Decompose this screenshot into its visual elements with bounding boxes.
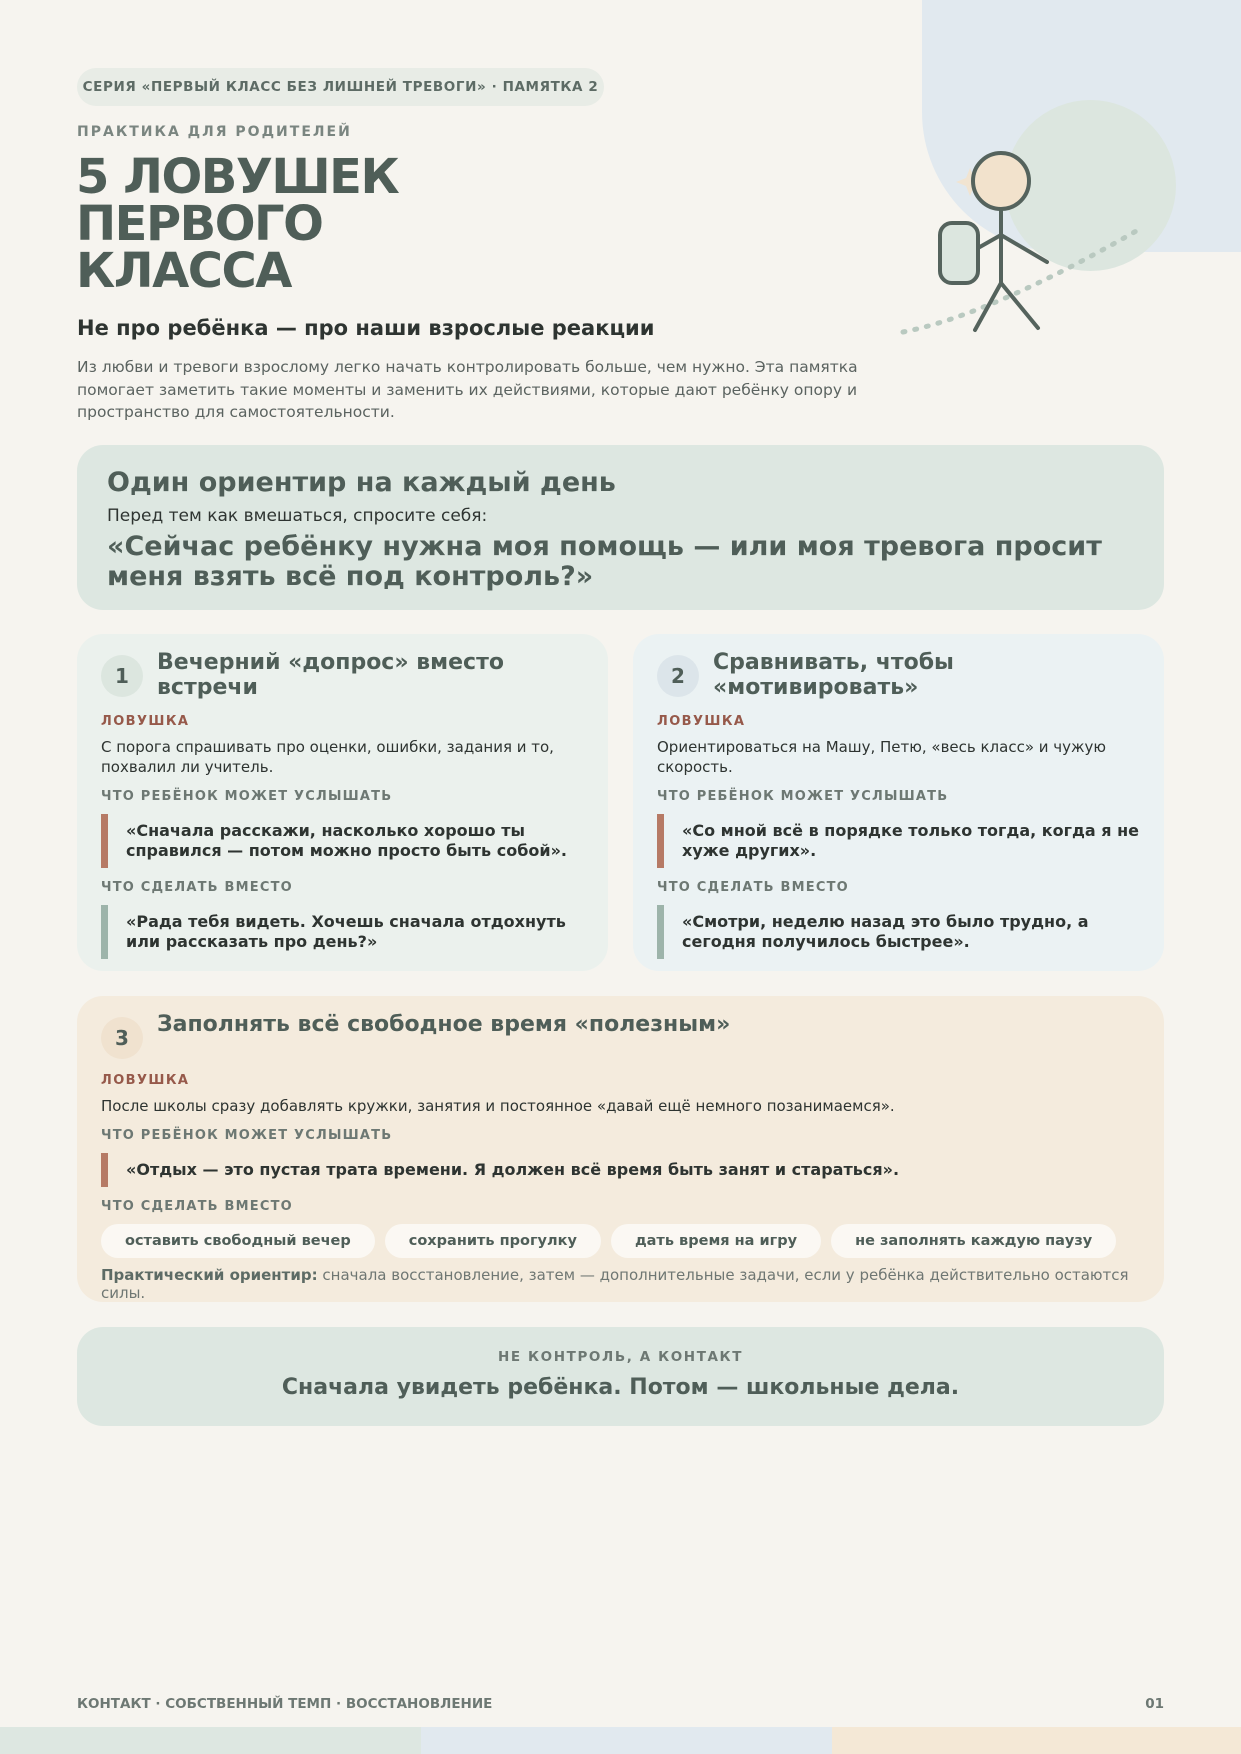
trap-text: После школы сразу добавлять кружки, занятия и постоянное «давай ещё немного позанимаемся». <box>101 1097 895 1115</box>
title-line: ПЕРВОГО <box>76 196 323 252</box>
intro-text: Из любви и тревоги взрослому легко начать контролировать больше, чем нужно. Эта памятка помогает заметить такие моменты и заменить их действиями, которые дают ребёнку опору и пространство для самостоятельности. <box>77 358 858 421</box>
hear-label: ЧТО РЕБЁНОК МОЖЕТ УСЛЫШАТЬ <box>657 789 949 804</box>
trap-label: ЛОВУШКА <box>101 714 190 729</box>
card-title: Сравнивать, чтобы «мотивировать» <box>713 650 954 700</box>
footer-stripe <box>0 1727 421 1754</box>
instead-chip: дать время на игру <box>611 1224 821 1258</box>
page-title <box>76 149 516 299</box>
instead-chips <box>101 1224 1140 1258</box>
card-header <box>101 1012 1140 1059</box>
hear-label: ЧТО РЕБЁНОК МОЖЕТ УСЛЫШАТЬ <box>101 789 393 804</box>
practical-label: Практический ориентир: <box>101 1266 318 1284</box>
instead-quote <box>101 905 584 959</box>
card-number: 1 <box>101 655 143 697</box>
page-number: 01 <box>1145 1696 1164 1712</box>
card-header <box>657 650 1140 700</box>
trap-label: ЛОВУШКА <box>657 714 746 729</box>
practical-text: сначала восстановление, затем — дополнительные задачи, если у ребёнка действительно остаются силы. <box>101 1266 1129 1302</box>
hear-label: ЧТО РЕБЁНОК МОЖЕТ УСЛЫШАТЬ <box>101 1128 393 1143</box>
footer-stripe <box>832 1727 1241 1754</box>
closing-message: Сначала увидеть ребёнка. Потом — школьные дела. <box>281 1375 960 1400</box>
footer-tagline: КОНТАКТ · СОБСТВЕННЫЙ ТЕМП · ВОССТАНОВЛЕНИЕ <box>77 1696 493 1712</box>
orientation-question: «Сейчас ребёнку нужна моя помощь — или моя тревога просит меня взять всё под контроль?» <box>107 531 1102 592</box>
card-title: Вечерний «допрос» вместо встречи <box>157 650 504 700</box>
footer-stripe <box>421 1727 832 1754</box>
title-line: КЛАССА <box>76 243 291 299</box>
orientation-box <box>77 445 1164 610</box>
instead-label: ЧТО СДЕЛАТЬ ВМЕСТО <box>101 1199 293 1214</box>
trap-card-1 <box>77 634 608 971</box>
instead-label: ЧТО СДЕЛАТЬ ВМЕСТО <box>101 880 293 895</box>
closing-kicker: НЕ КОНТРОЛЬ, А КОНТАКТ <box>498 1349 743 1365</box>
child-with-backpack-illustration <box>890 140 1150 340</box>
trap-card-3 <box>77 996 1164 1302</box>
closing-box <box>77 1327 1164 1426</box>
page-subtitle: Не про ребёнка — про наши взрослые реакции <box>77 316 655 340</box>
practical-note <box>101 1266 1140 1302</box>
hear-quote <box>657 814 1140 868</box>
title-line: 5 ЛОВУШЕК <box>76 149 399 205</box>
instead-quote-text: «Смотри, неделю назад это было трудно, а сегодня получилось быстрее». <box>682 912 1089 951</box>
trap-label: ЛОВУШКА <box>101 1073 190 1088</box>
series-badge: СЕРИЯ «ПЕРВЫЙ КЛАСС БЕЗ ЛИШНЕЙ ТРЕВОГИ» · ПАМЯТКА 2 <box>77 68 604 106</box>
card-number: 2 <box>657 655 699 697</box>
instead-chip: сохранить прогулку <box>385 1224 601 1258</box>
trap-text: С порога спрашивать про оценки, ошибки, задания и то, похвалил ли учитель. <box>101 738 554 776</box>
hear-quote <box>101 814 584 868</box>
card-number: 3 <box>101 1017 143 1059</box>
instead-chip: не заполнять каждую паузу <box>831 1224 1116 1258</box>
instead-label: ЧТО СДЕЛАТЬ ВМЕСТО <box>657 880 849 895</box>
trap-card-2 <box>633 634 1164 971</box>
instead-quote-text: «Рада тебя видеть. Хочешь сначала отдохнуть или рассказать про день?» <box>126 912 566 951</box>
card-header <box>101 650 584 700</box>
page-kicker: ПРАКТИКА ДЛЯ РОДИТЕЛЕЙ <box>77 124 352 140</box>
hear-quote <box>101 1153 1140 1187</box>
hear-quote-text: «Отдых — это пустая трата времени. Я должен всё время быть занят и стараться». <box>126 1160 900 1179</box>
hear-quote-text: «Сначала расскажи, насколько хорошо ты справился — потом можно просто быть собой». <box>126 821 567 860</box>
hear-quote-text: «Со мной всё в порядке только тогда, когда я не хуже других». <box>682 821 1140 860</box>
orientation-prompt: Перед тем как вмешаться, спросите себя: <box>107 506 488 526</box>
orientation-heading: Один ориентир на каждый день <box>107 467 616 498</box>
card-title: Заполнять всё свободное время «полезным» <box>157 1012 731 1037</box>
trap-text: Ориентироваться на Машу, Петю, «весь класс» и чужую скорость. <box>657 738 1107 776</box>
instead-quote <box>657 905 1140 959</box>
instead-chip: оставить свободный вечер <box>101 1224 375 1258</box>
